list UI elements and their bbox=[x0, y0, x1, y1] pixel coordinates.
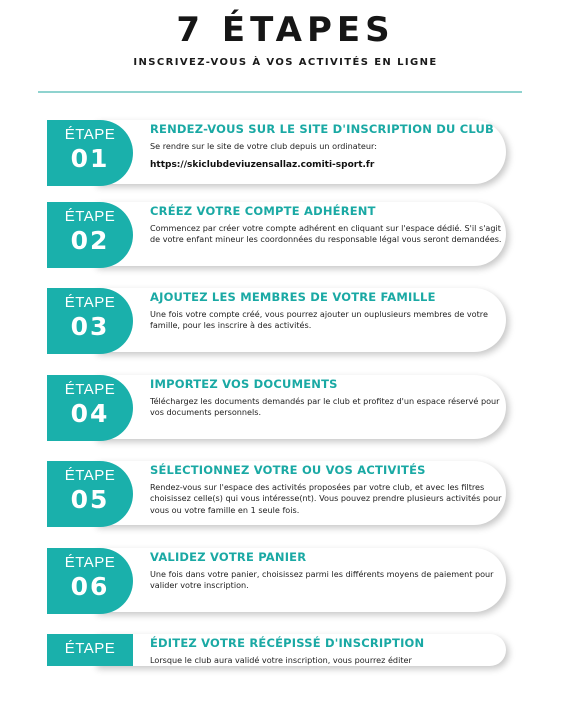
step-description: Commencez par créer votre compte adhérent en cliquant sur l'espace dédié. S'il s'agit de votre enfant mineur les coordonnées du responsable légal vous seront demandées. bbox=[150, 223, 502, 245]
step-badge bbox=[47, 375, 133, 441]
step-01 bbox=[44, 120, 514, 192]
step-title: ÉDITEZ VOTRE RÉCÉPISSÉ D'INSCRIPTION bbox=[150, 636, 425, 650]
step-badge-number: 03 bbox=[70, 312, 110, 341]
step-badge-number: 01 bbox=[70, 144, 110, 173]
step-description: Une fois votre compte créé, vous pourrez ajouter un ouplusieurs membres de votre famille, pour les inscrire à des activités. bbox=[150, 309, 488, 331]
step-badge-number: 04 bbox=[70, 399, 110, 428]
step-badge-label: ÉTAPE bbox=[64, 294, 116, 311]
step-badge bbox=[47, 634, 133, 666]
step-badge bbox=[47, 461, 133, 527]
page-title: 7 ÉTAPES bbox=[176, 10, 395, 50]
step-title: AJOUTEZ LES MEMBRES DE VOTRE FAMILLE bbox=[150, 290, 436, 304]
club-website-link[interactable]: https://skiclubdeviuzensallaz.comiti-sport.fr bbox=[150, 160, 375, 170]
step-title: SÉLECTIONNEZ VOTRE OU VOS ACTIVITÉS bbox=[150, 463, 426, 477]
step-badge-label: ÉTAPE bbox=[64, 467, 116, 484]
page-subtitle: INSCRIVEZ-VOUS À VOS ACTIVITÉS EN LIGNE bbox=[133, 57, 438, 68]
step-badge bbox=[47, 120, 133, 186]
step-title: IMPORTEZ VOS DOCUMENTS bbox=[150, 377, 338, 391]
header-divider bbox=[38, 91, 522, 93]
step-description: Rendez-vous sur l'espace des activités proposées par votre club, et avec les filtres choisissez celle(s) qui vous intéresse(nt). Vous pouvez prendre plusieurs activités pour vous ou votre famille en 1 seule fois. bbox=[150, 482, 502, 515]
step-title: CRÉEZ VOTRE COMPTE ADHÉRENT bbox=[150, 204, 376, 218]
step-description: Se rendre sur le site de votre club depuis un ordinateur: bbox=[150, 141, 377, 151]
step-badge-number: 06 bbox=[70, 572, 110, 601]
step-07 bbox=[44, 634, 514, 706]
step-04 bbox=[44, 375, 514, 447]
step-title: RENDEZ-VOUS SUR LE SITE D'INSCRIPTION DU CLUB bbox=[150, 122, 494, 136]
step-badge-label: ÉTAPE bbox=[64, 554, 116, 571]
step-02 bbox=[44, 202, 514, 274]
step-badge bbox=[47, 548, 133, 614]
step-badge-label: ÉTAPE bbox=[64, 640, 116, 657]
step-06 bbox=[44, 548, 514, 620]
step-05 bbox=[44, 461, 514, 533]
step-badge-label: ÉTAPE bbox=[64, 208, 116, 225]
step-description: Lorsque le club aura validé votre inscription, vous pourrez éditer bbox=[150, 655, 412, 665]
step-badge-label: ÉTAPE bbox=[64, 381, 116, 398]
step-badge bbox=[47, 288, 133, 354]
step-description: Téléchargez les documents demandés par le club et profitez d'un espace réservé pour vos documents personnels. bbox=[150, 396, 500, 418]
step-badge-number: 02 bbox=[70, 226, 110, 255]
step-description: Une fois dans votre panier, choisissez parmi les différents moyens de paiement pour valider votre inscription. bbox=[150, 569, 494, 591]
step-badge bbox=[47, 202, 133, 268]
step-title: VALIDEZ VOTRE PANIER bbox=[150, 550, 307, 564]
step-03 bbox=[44, 288, 514, 360]
step-badge-number: 05 bbox=[70, 485, 110, 514]
step-badge-label: ÉTAPE bbox=[64, 126, 116, 143]
